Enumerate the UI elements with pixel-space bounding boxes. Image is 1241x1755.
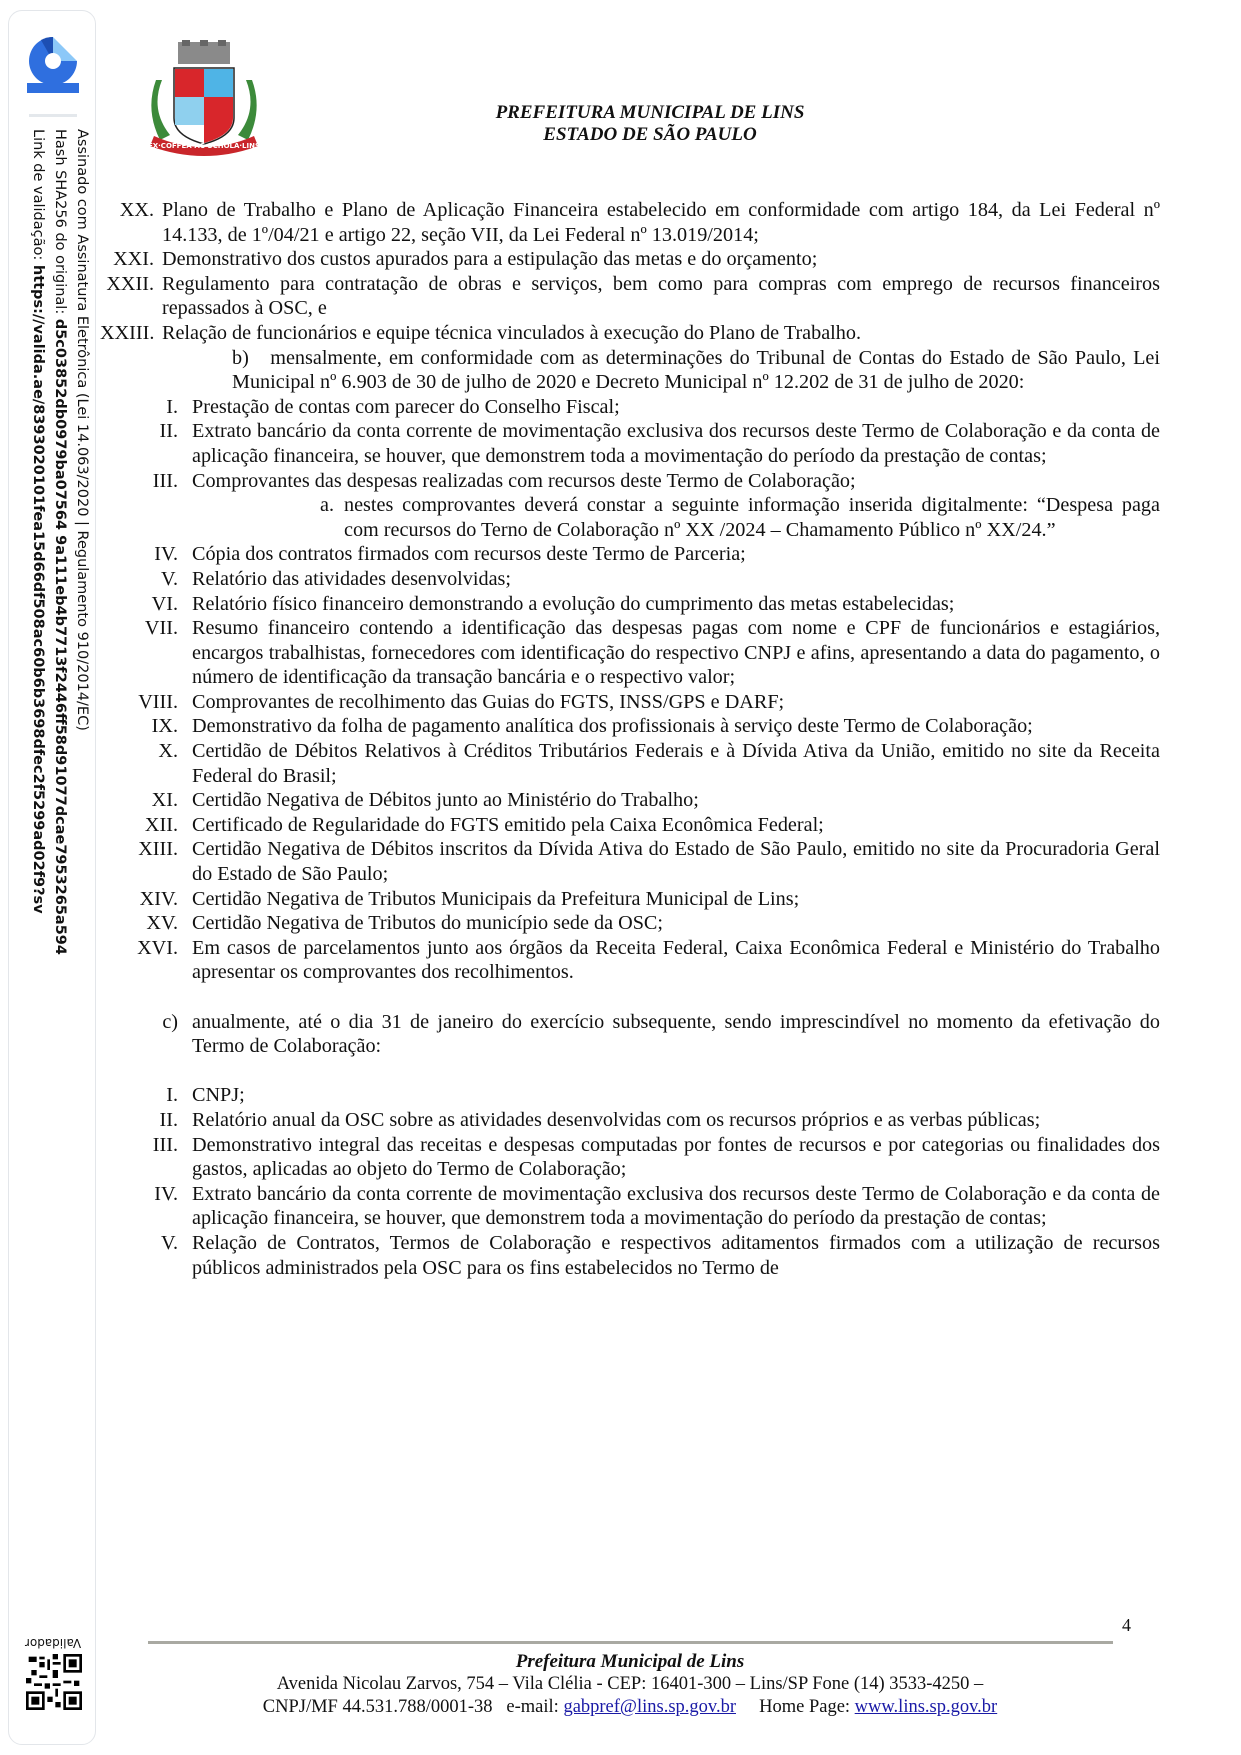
qr-label: Validador (24, 1636, 82, 1650)
list-a-tail (100, 198, 1160, 346)
list-item-text: Certidão Negativa de Débitos inscritos da Dívida Ativa do Estado de São Paulo, emitido no site da Procuradoria Geral do Estado de São Paulo; (192, 838, 1160, 886)
list-item-number: XVI. (137, 936, 178, 959)
list-item-text: Relatório anual da OSC sobre as atividades desenvolvidas com os recursos próprios e as verbas públicas; (192, 1108, 1041, 1131)
footer-address: Avenida Nicolau Zarvos, 754 – Vila Clélia - CEP: 16401-300 – Lins/SP Fone (14) 3533-4250 – (276, 1674, 984, 1694)
list-item (110, 592, 1160, 617)
list-item (110, 395, 1160, 420)
footer-divider (148, 1641, 1113, 1644)
list-item-text: Demonstrativo da folha de pagamento analítica dos profissionais à serviço deste Termo de Colaboração; (192, 715, 1033, 738)
header-line-1: PREFEITURA MUNICIPAL DE LINS (495, 102, 805, 123)
list-item-number: XII. (144, 813, 178, 836)
list-item (110, 936, 1160, 985)
list-item-number: XX. (119, 199, 154, 221)
homepage-link[interactable]: www.lins.sp.gov.br (854, 1697, 998, 1717)
list-c (110, 1083, 1160, 1280)
list-item (110, 542, 1160, 567)
list-item-number: VI. (151, 592, 178, 615)
list-item-number: III. (152, 1133, 178, 1156)
list-item (110, 616, 1160, 690)
link-label: Link de validação: (30, 129, 46, 265)
list-item (110, 567, 1160, 592)
list-item (100, 198, 1160, 247)
list-b (110, 395, 1160, 985)
list-item-number: VIII. (138, 690, 178, 713)
email-label: e-mail: (506, 1697, 564, 1717)
section-b (110, 346, 1160, 395)
list-item-text: Resumo financeiro contendo a identificação das despesas pagas com nome e CPF de funcionários e estagiários, encargos trabalhistas, fornecedores com identificação do respectivo CNPJ e afins, apresentando a data do pagamento, o número de identificação da transação bancária e o respectivo valor; (192, 617, 1160, 689)
list-item-number: XIV. (139, 887, 178, 910)
list-item-number: I. (166, 395, 178, 418)
list-item-text: Regulamento para contratação de obras e serviços, bem como para compras com emprego de recursos financeiros repassados à OSC, e (162, 272, 1160, 320)
list-item-text: Relação de funcionários e equipe técnica vinculados à execução do Plano de Trabalho. (162, 321, 862, 344)
list-item (110, 1133, 1160, 1182)
signature-hash-line (49, 129, 71, 955)
document-body (100, 198, 1160, 1280)
list-item-number: III. (152, 469, 178, 492)
list-item-text: Certidão Negativa de Tributos Municipais da Prefeitura Municipal de Lins; (192, 887, 800, 910)
section-c-text: anualmente, até o dia 31 de janeiro do exercício subsequente, sendo imprescindível no momento da efetivação do Termo de Colaboração: (192, 1010, 1160, 1058)
page-footer (140, 1650, 1120, 1719)
list-item-text: Comprovantes de recolhimento das Guias do FGTS, INSS/GPS e DARF; (192, 690, 785, 713)
sub-item-text: nestes comprovantes deverá constar a seguinte informação inserida digitalmente: “Despesa paga com recursos do Terno de Colaboração nº XX /2024 – Chamamento Público nº XX/24.” (344, 494, 1160, 541)
list-item (110, 690, 1160, 715)
sub-list-item (320, 493, 1160, 542)
section-c-label: c) (162, 1010, 178, 1033)
email-link[interactable]: gabpref@lins.sp.gov.br (563, 1697, 736, 1717)
list-item-number: V. (160, 1231, 178, 1254)
list-item-text: Relatório físico financeiro demonstrando a evolução do cumprimento das metas estabelecidas; (192, 592, 955, 615)
list-item (110, 813, 1160, 838)
list-item-number: IV. (154, 543, 178, 566)
page-number: 4 (1122, 1615, 1131, 1635)
list-item-text: Demonstrativo dos custos apurados para a estipulação das metas e do orçamento; (162, 248, 818, 271)
list-item (100, 321, 1160, 346)
list-item-text: Certificado de Regularidade do FGTS emitido pela Caixa Econômica Federal; (192, 813, 824, 836)
list-item (110, 739, 1160, 788)
list-item-number: XIII. (138, 838, 178, 861)
lins-coat-of-arms-icon (140, 40, 268, 158)
validador-logo-icon (23, 33, 83, 95)
list-item-number: XXIII. (100, 321, 155, 344)
list-item (110, 419, 1160, 468)
list-item (110, 887, 1160, 912)
header-line-2: ESTADO DE SÃO PAULO (543, 124, 757, 145)
homepage-label: Home Page: (759, 1697, 855, 1717)
list-item (110, 837, 1160, 886)
list-item-text: Em casos de parcelamentos junto aos órgãos da Receita Federal, Caixa Econômica Federal e Ministério do Trabalho apresentar os comprovantes dos recolhimentos. (192, 936, 1160, 984)
signature-sidebar (8, 10, 96, 1745)
list-item (110, 1182, 1160, 1231)
footer-org: Prefeitura Municipal de Lins (515, 1651, 745, 1672)
list-item-text: Relação de Contratos, Termos de Colaboração e respectivos aditamentos firmados com a utilização de recursos públicos administrados pela OSC para os fins estabelecidos no Termo de (192, 1231, 1160, 1279)
list-item-number: XV. (146, 912, 178, 935)
list-item-text: Comprovantes das despesas realizadas com recursos deste Termo de Colaboração; (192, 469, 856, 492)
list-item-text: Certidão Negativa de Tributos do município sede da OSC; (192, 912, 663, 935)
list-item-text: Certidão Negativa de Débitos junto ao Ministério do Trabalho; (192, 789, 699, 812)
list-item (110, 1083, 1160, 1108)
hash-label: Hash SHA256 do original: (52, 129, 68, 319)
footer-cnpj: CNPJ/MF 44.531.788/0001-38 (262, 1697, 493, 1717)
list-item-text: Prestação de contas com parecer do Conselho Fiscal; (192, 395, 620, 418)
list-item (110, 1108, 1160, 1133)
qr-code-icon[interactable] (26, 1654, 82, 1710)
list-item-text: Extrato bancário da conta corrente de movimentação exclusiva dos recursos deste Termo de Colaboração e da conta de aplicação financeira, se houver, que demonstrem toda a movimentação do período da prestação de contas; (192, 1182, 1160, 1230)
sub-item-letter: a. (320, 494, 335, 517)
list-item-text: CNPJ; (192, 1084, 245, 1107)
list-item (100, 272, 1160, 321)
list-item (110, 1231, 1160, 1280)
list-item-text: Demonstrativo integral das receitas e despesas computadas por fontes de recursos e por categorias ou finalidades dos gastos, aplicadas ao objeto do Termo de Colaboração; (192, 1133, 1160, 1181)
list-item (100, 247, 1160, 272)
section-b-label: b) (232, 346, 249, 369)
section-c (110, 1010, 1160, 1059)
list-item-number: IX. (151, 715, 178, 738)
list-item-text: Plano de Trabalho e Plano de Aplicação Financeira estabelecido em conformidade com artigo 184, da Lei Federal nº 14.133, de 1º/04/21 e artigo 22, seção VII, da Lei Federal nº 13.019/2014; (162, 199, 1160, 246)
list-item (110, 469, 1160, 494)
footer-contact (140, 1696, 1120, 1719)
sidebar-divider (29, 114, 77, 117)
list-item (110, 788, 1160, 813)
list-item-number: XI. (151, 789, 178, 812)
page-header-title (380, 102, 920, 146)
spacer (110, 985, 1160, 1010)
list-item (110, 714, 1160, 739)
list-item-text: Cópia dos contratos firmados com recursos deste Termo de Parceria; (192, 543, 746, 566)
list-item-number: IV. (154, 1182, 178, 1205)
list-item-number: II. (159, 1108, 178, 1131)
list-item-number: X. (158, 740, 178, 763)
list-item (110, 911, 1160, 936)
list-item-number: VII. (144, 617, 178, 640)
list-item-number: I. (166, 1084, 178, 1107)
list-item-number: II. (159, 420, 178, 443)
signature-link-line (27, 129, 49, 955)
svg-text:EX·COFFEA·AC·SCHOLA·LINS: EX·COFFEA·AC·SCHOLA·LINS (147, 142, 261, 150)
validation-link[interactable]: https://valida.ae/8393020101fea15d66df508ac60b6b3698dfec2f5299ad02f9?sv (30, 264, 46, 914)
list-item-number: V. (160, 567, 178, 590)
signature-text (27, 129, 93, 955)
section-b-text: mensalmente, em conformidade com as determinações do Tribunal de Contas do Estado de São Paulo, Lei Municipal nº 6.903 de 30 de julho de 2020 e Decreto Municipal nº 12.202 de 31 de julho de 2020: (232, 346, 1160, 394)
list-item-text: Relatório das atividades desenvolvidas; (192, 567, 511, 590)
list-item-text: Extrato bancário da conta corrente de movimentação exclusiva dos recursos deste Termo de Colaboração e da conta de aplicação financeira, se houver, que demonstrem toda a movimentação do período da prestação de contas; (192, 420, 1160, 467)
qr-validator[interactable] (21, 1636, 85, 1715)
spacer (110, 1059, 1160, 1084)
list-item-number: XXI. (113, 248, 154, 271)
hash-value: d5c03852db0979ba07564 9a111eb4b7713f2446ff58d91077dcae7953265a594 (52, 318, 68, 955)
list-item-text: Certidão de Débitos Relativos à Créditos Tributários Federais e à Dívida Ativa da União, emitido no site da Receita Federal do Brasil; (192, 740, 1160, 787)
signature-law-line: Assinado com Assinatura Eletrônica (Lei 14.063/2020 | Regulamento 910/2014/EC) (74, 129, 90, 731)
list-item-number: XXII. (106, 272, 154, 295)
